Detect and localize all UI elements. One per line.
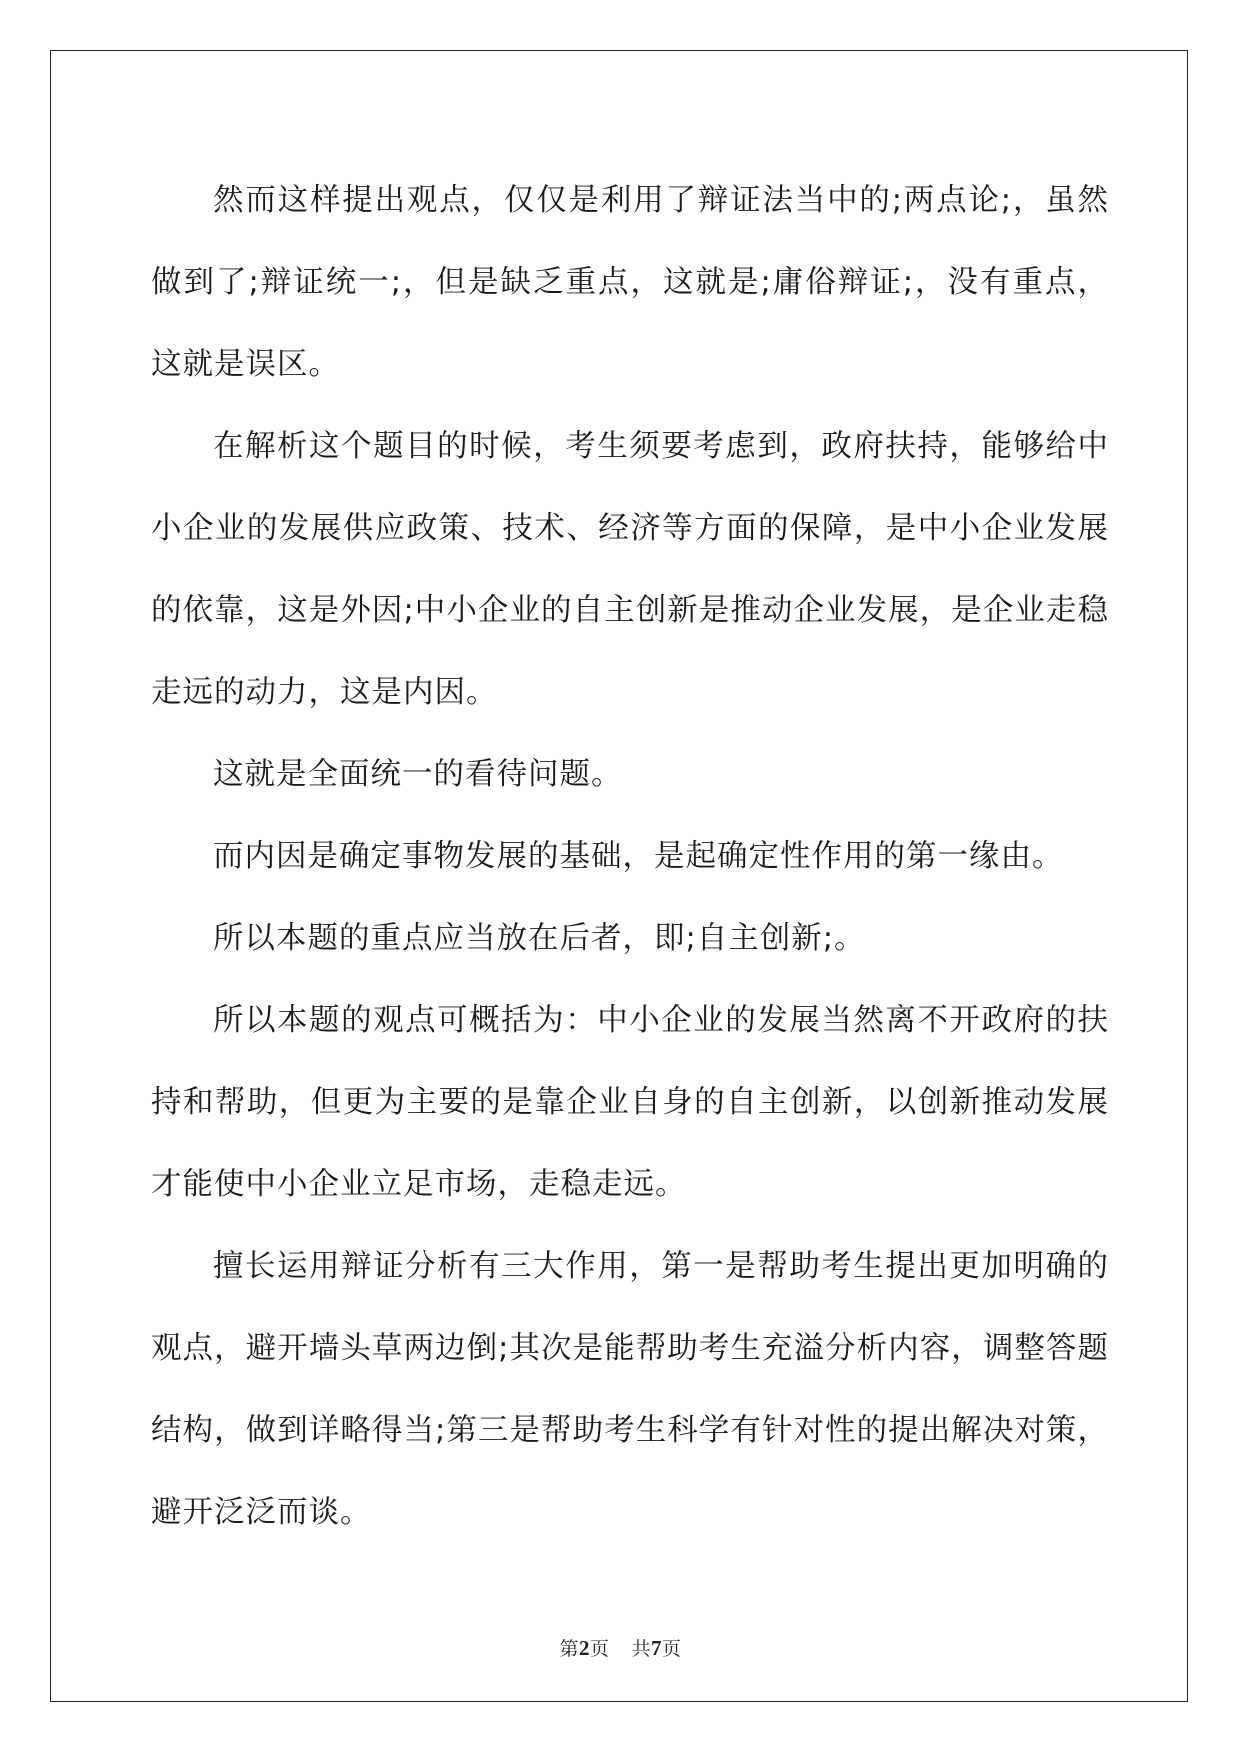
page-suffix: 页	[589, 1638, 610, 1660]
paragraph-5: 所以本题的重点应当放在后者，即;自主创新;。	[213, 921, 866, 956]
page-footer	[0, 1634, 1241, 1661]
paragraph-3: 这就是全面统一的看待问题。	[213, 757, 623, 792]
document-body	[151, 160, 1109, 1554]
paragraph-2: 在解析这个题目的时候，考生须要考虑到，政府扶持，能够给中小企业的发展供应政策、技术、经济等方面的保障，是中小企业发展的依靠，这是外因;中小企业的自主创新是推动企业发展，是企业走稳走远的动力，这是内因。	[151, 429, 1109, 710]
paragraph-7: 擅长运用辩证分析有三大作用，第一是帮助考生提出更加明确的观点，避开墙头草两边倒;其次是能帮助考生充溢分析内容，调整答题结构，做到详略得当;第三是帮助考生科学有针对性的提出解决对策，避开泛泛而谈。	[151, 1249, 1109, 1530]
paragraph-4: 而内因是确定事物发展的基础，是起确定性作用的第一缘由。	[213, 839, 1064, 874]
page-prefix: 第	[559, 1638, 579, 1660]
paragraph-1: 然而这样提出观点，仅仅是利用了辩证法当中的;两点论;，虽然做到了;辩证统一;，但是缺乏重点，这就是;庸俗辩证;，没有重点，这就是误区。	[151, 183, 1109, 382]
total-prefix: 共	[631, 1638, 652, 1660]
total-suffix: 页	[662, 1638, 682, 1660]
page-number: 2	[578, 1636, 590, 1660]
paragraph-6: 所以本题的观点可概括为：中小企业的发展当然离不开政府的扶持和帮助，但更为主要的是靠企业自身的自主创新，以创新推动发展才能使中小企业立足市场，走稳走远。	[151, 1003, 1109, 1202]
total-pages: 7	[651, 1636, 663, 1660]
